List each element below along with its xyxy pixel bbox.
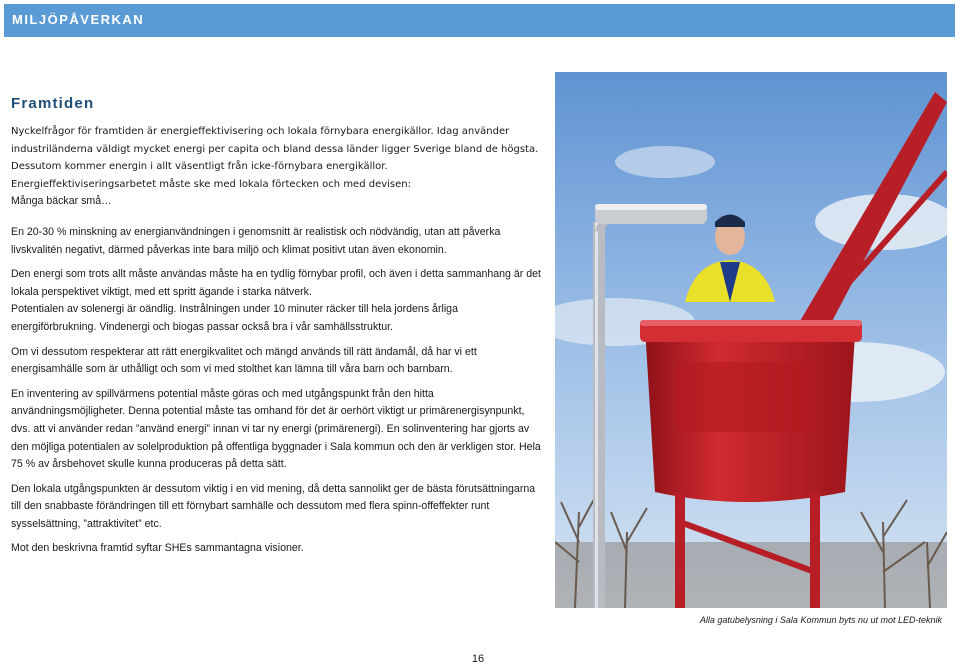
paragraph-solar: Potentialen av solenergi är oändlig. Instrålningen under 10 minuter räcker till hela jordens årliga energiförbrukning. Vindenergi och biogas passar också bra i vår samhällsstruktur. bbox=[11, 303, 458, 333]
header-bar bbox=[4, 4, 955, 37]
paragraph-reduction: En 20-30 % minskning av energianvändningen i genomsnitt är realistisk och nödvändig, utan att påverka livskvalitén negativt, därmed påverkas inte bara miljö och klimat positivt utan även ekonomin. bbox=[11, 225, 501, 256]
paragraph-waste-heat: En inventering av spillvärmens potential måste göras och med utgångspunkt från den hitta användningsmöjligheter. Denna potential måste tas omhand för det är oerhört viktigt ur primärenergisynpunkt, dvs. att vi använder redan ”använd energi” innan vi tar ny energi (primärenergi). En solinventering har gjorts av den möjliga potentialen av solelproduktion på offentliga byggnader i Sala kommun och den är verkligen stor. Hela 75 % av årsbehovet skulle kunna produceras på detta sätt. bbox=[11, 387, 541, 471]
photo-caption: Alla gatubelysning i Sala Kommun byts nu ut mot LED-teknik bbox=[699, 615, 942, 625]
paragraph-devise: Energieffektiviseringsarbetet måste ske med lokala förtecken och med devisen: bbox=[11, 178, 412, 190]
photo-illustration bbox=[555, 72, 947, 608]
paragraph-vision: Mot den beskrivna framtid syftar SHEs sammantagna visioner. bbox=[11, 542, 304, 555]
street-light-photo bbox=[555, 72, 947, 608]
paragraph-motto: Många bäckar små… bbox=[11, 195, 112, 208]
section-heading: Framtiden bbox=[11, 95, 95, 112]
body-text bbox=[11, 123, 543, 565]
paragraph-energy-quality: Om vi dessutom respekterar att rätt energikvalitet och mängd används till rätt ändamål, då har vi ett energisamhälle som är uthålligt och som vi med stolthet kan lämna till våra barn och barnbarn. bbox=[11, 345, 477, 376]
paragraph-intro: Nyckelfrågor för framtiden är energieffektivisering och lokala förnybara energikällor. Idag använder industriländerna väldigt mycket energi per capita och bland dessa länder ligger Sverige bland de högsta. Dessutom kommer energin i allt väsentligt från icke-förnybara energikällor. bbox=[11, 126, 539, 173]
paragraph-renewable: Den energi som trots allt måste användas måste ha en tydlig förnybar profil, och även i detta sammanhang är det lokala perspektivet viktigt, med ett spritt ägande i starka nätverk. bbox=[11, 268, 541, 298]
header-title: MILJÖPÅVERKAN bbox=[12, 12, 145, 27]
page-number: 16 bbox=[471, 653, 485, 665]
paragraph-local: Den lokala utgångspunkten är dessutom viktig i en vid mening, då detta sannolikt ger de bästa förutsättningarna till den snabbaste förändringen till ett förnybart samhälle och dessutom med flera spinn-offeffekter runt sysselsättning, ”attraktivitet” etc. bbox=[11, 482, 536, 530]
